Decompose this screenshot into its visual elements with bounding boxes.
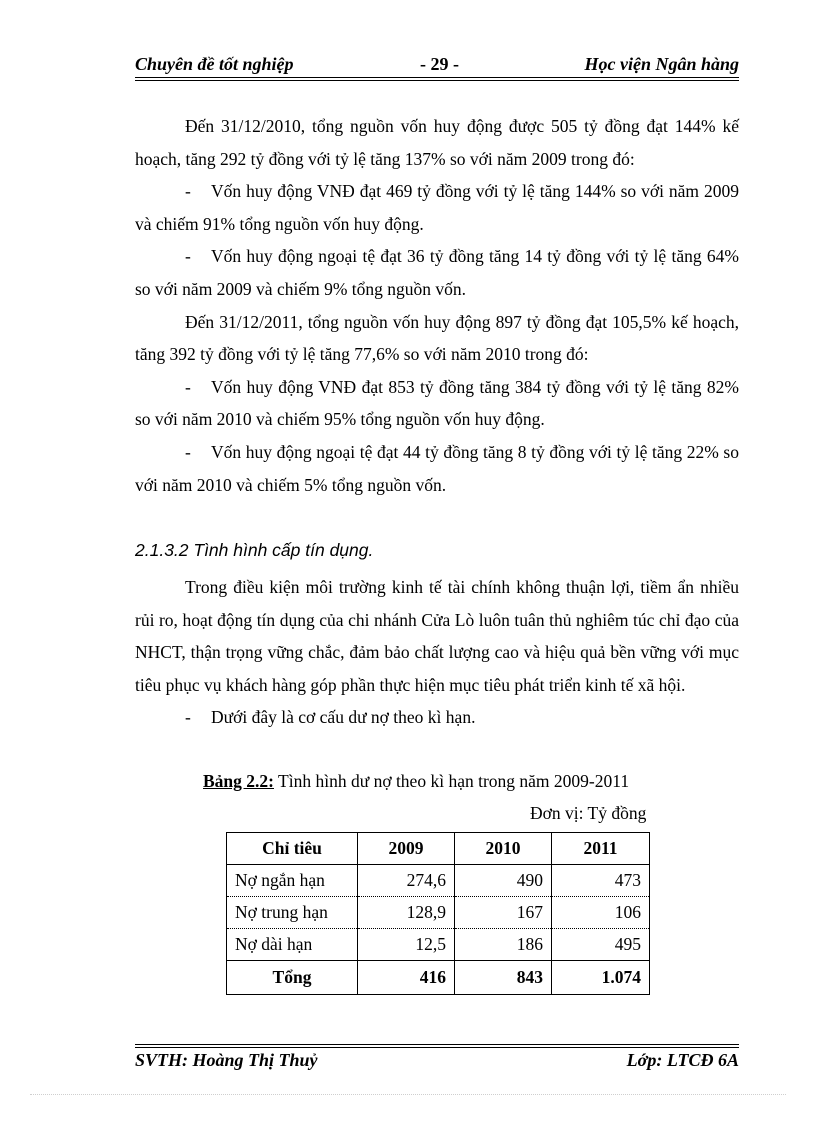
page-footer (135, 1050, 739, 1076)
total-value: 416 (358, 961, 455, 995)
bullet-dash: - (185, 441, 191, 462)
paragraph-2010: Đến 31/12/2010, tổng nguồn vốn huy động được 505 tỷ đồng đạt 144% kế hoạch, tăng 292 tỷ đồng với tỷ lệ tăng 137% so với năm 2009 trong đó: (135, 116, 739, 169)
cell-value: 490 (455, 865, 552, 897)
cell-value: 12,5 (358, 929, 455, 961)
header-cell: 2009 (358, 833, 455, 865)
cell-value: 274,6 (358, 865, 455, 897)
paragraph-2011: Đến 31/12/2011, tổng nguồn vốn huy động 897 tỷ đồng đạt 105,5% kế hoạch, tăng 392 tỷ đồng với tỷ lệ tăng 77,6% so với năm 2010 trong đó: (135, 311, 739, 365)
cell-value: 495 (552, 929, 650, 961)
header-cell: 2010 (455, 833, 552, 865)
header-title: Chuyên đề tốt nghiệp (135, 54, 294, 74)
bullet-structure (135, 701, 739, 734)
page-edge-divider (30, 1094, 786, 1095)
table-row (227, 897, 650, 929)
bullet-2010-fx (135, 240, 739, 305)
footer-rule (135, 1047, 739, 1048)
table-caption-label: Bảng 2.2: (203, 771, 274, 791)
paragraph-credit: Trong điều kiện môi trường kinh tế tài chính không thuận lợi, tiềm ẩn nhiều rủi ro, hoạt động tín dụng của chi nhánh Cửa Lò luôn tuân thủ nghiêm túc chỉ đạo của NHCT, thận trọng vững chắc, đảm bảo chất lượng cao và hiệu quả bền vững với mục tiêu phục vụ khách hàng góp phần thực hiện mục tiêu phát triển kinh tế xã hội. (135, 577, 739, 695)
bullet-text: Vốn huy động ngoại tệ đạt 36 tỷ đồng tăng 14 tỷ đồng với tỷ lệ tăng 64% so với năm 2009 và chiếm 9% tổng nguồn vốn. (135, 246, 739, 299)
table-row (227, 929, 650, 961)
bullet-2011-vnd (135, 371, 739, 436)
body-block-1 (135, 110, 739, 501)
bullet-text: Vốn huy động VNĐ đạt 469 tỷ đồng với tỷ lệ tăng 144% so với năm 2009 và chiếm 91% tổng nguồn vốn huy động. (135, 181, 739, 234)
header-rule-thin (135, 80, 739, 81)
section-heading: 2.1.3.2 Tình hình cấp tín dụng. (135, 540, 374, 560)
total-label: Tổng (227, 961, 358, 995)
table-total-row (227, 961, 650, 995)
table-row (227, 865, 650, 897)
row-label: Nợ dài hạn (227, 929, 358, 961)
footer-student: SVTH: Hoàng Thị Thuỷ (135, 1050, 318, 1070)
header-rule (135, 77, 739, 78)
header-cell: 2011 (552, 833, 650, 865)
cell-value: 186 (455, 929, 552, 961)
bullet-dash: - (185, 181, 191, 202)
header-institution: Học viện Ngân hàng (584, 54, 739, 74)
row-label: Nợ trung hạn (227, 897, 358, 929)
row-label: Nợ ngắn hạn (227, 865, 358, 897)
cell-value: 106 (552, 897, 650, 929)
footer-class: Lớp: LTCĐ 6A (626, 1050, 739, 1070)
bullet-2010-vnd (135, 175, 739, 240)
bullet-text: Vốn huy động ngoại tệ đạt 44 tỷ đồng tăng 8 tỷ đồng với tỷ lệ tăng 22% so với năm 2010 và chiếm 5% tổng nguồn vốn. (135, 441, 739, 495)
table-unit: Đơn vị: Tỷ đồng (530, 803, 647, 823)
table-caption-text: Tình hình dư nợ theo kì hạn trong năm 2009-2011 (273, 771, 630, 791)
bullet-text: Dưới đây là cơ cấu dư nợ theo kì hạn. (211, 707, 476, 728)
page-header (135, 52, 739, 78)
total-value: 843 (455, 961, 552, 995)
body-block-2 (135, 571, 739, 734)
cell-value: 167 (455, 897, 552, 929)
bullet-dash: - (185, 707, 191, 728)
bullet-text: Vốn huy động VNĐ đạt 853 tỷ đồng tăng 384 tỷ đồng với tỷ lệ tăng 82% so với năm 2010 và chiếm 95% tổng nguồn vốn huy động. (135, 376, 739, 430)
debt-table (226, 832, 650, 995)
bullet-dash: - (185, 246, 191, 267)
total-value: 1.074 (552, 961, 650, 995)
table-caption (203, 771, 629, 792)
cell-value: 473 (552, 865, 650, 897)
header-cell: Chỉ tiêu (227, 833, 358, 865)
cell-value: 128,9 (358, 897, 455, 929)
bullet-2011-fx (135, 436, 739, 501)
footer-rule-thin (135, 1044, 739, 1045)
table-header-row (227, 833, 650, 865)
page-number: - 29 - (420, 54, 459, 74)
bullet-dash: - (185, 376, 191, 397)
